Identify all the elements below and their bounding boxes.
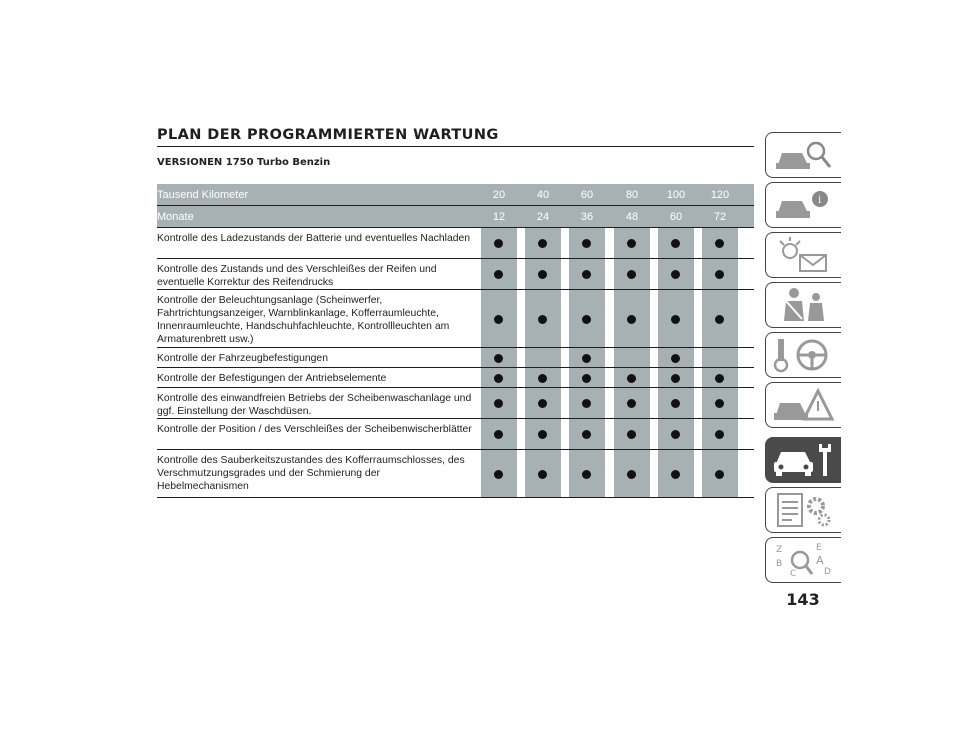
scheduled-dot-icon <box>582 239 591 248</box>
table-row <box>157 450 754 498</box>
table-row <box>157 290 754 348</box>
chapter-tab-seatbelt-airbag[interactable] <box>765 282 841 328</box>
table-header-row <box>157 206 754 228</box>
maintenance-cell <box>525 388 561 418</box>
scheduled-dot-icon <box>627 374 636 383</box>
maintenance-cell <box>614 290 650 347</box>
scheduled-dot-icon <box>582 270 591 279</box>
scheduled-dot-icon <box>671 354 680 363</box>
svg-text:i: i <box>818 195 822 206</box>
scheduled-dot-icon <box>715 239 724 248</box>
scheduled-dot-icon <box>538 315 547 324</box>
maintenance-cell <box>569 450 605 497</box>
scheduled-dot-icon <box>715 270 724 279</box>
scheduled-dot-icon <box>671 374 680 383</box>
header-interval-value: 72 <box>713 211 727 223</box>
maintenance-cell <box>569 419 605 449</box>
maintenance-task-label: Kontrolle des Sauberkeitszustandes des Kofferraumschlosses, des Verschmutzungsgrades und der Schmierung der Hebelmechanismen <box>157 455 465 492</box>
maintenance-cell <box>525 450 561 497</box>
scheduled-dot-icon <box>671 315 680 324</box>
maintenance-cell <box>614 450 650 497</box>
header-interval-value: 120 <box>710 189 730 201</box>
maintenance-cell <box>702 290 738 347</box>
maintenance-cell <box>658 228 694 258</box>
page-title: PLAN DER PROGRAMMIERTEN WARTUNG <box>157 127 499 143</box>
maintenance-cell <box>569 368 605 387</box>
scheduled-dot-icon <box>494 399 503 408</box>
table-row <box>157 228 754 259</box>
header-interval-value: 60 <box>669 211 683 223</box>
maintenance-cell <box>702 419 738 449</box>
maintenance-cell <box>702 259 738 289</box>
header-label: Monate <box>157 211 194 223</box>
maintenance-cell <box>702 228 738 258</box>
svg-text:A: A <box>816 554 824 567</box>
header-interval-value: 100 <box>666 189 686 201</box>
scheduled-dot-icon <box>538 470 547 479</box>
maintenance-task-label: Kontrolle der Befestigungen der Antriebselemente <box>157 373 387 384</box>
scheduled-dot-icon <box>538 430 547 439</box>
maintenance-cell <box>658 290 694 347</box>
maintenance-cell <box>658 419 694 449</box>
maintenance-cell <box>658 368 694 387</box>
maintenance-cell <box>658 450 694 497</box>
scheduled-dot-icon <box>538 270 547 279</box>
chapter-tab-car-wrench[interactable] <box>765 437 841 483</box>
scheduled-dot-icon <box>715 315 724 324</box>
maintenance-cell <box>481 450 517 497</box>
maintenance-cell <box>569 228 605 258</box>
scheduled-dot-icon <box>627 239 636 248</box>
version-subtitle: VERSIONEN 1750 Turbo Benzin <box>157 157 331 168</box>
header-interval-value: 48 <box>625 211 639 223</box>
maintenance-task-label: Kontrolle des Ladezustands der Batterie und eventuelles Nachladen <box>157 233 471 244</box>
interval-column-fill <box>525 348 561 367</box>
scheduled-dot-icon <box>627 399 636 408</box>
scheduled-dot-icon <box>582 430 591 439</box>
maintenance-schedule-table <box>157 184 754 498</box>
scheduled-dot-icon <box>538 399 547 408</box>
maintenance-cell <box>658 348 694 367</box>
scheduled-dot-icon <box>671 239 680 248</box>
interval-column-fill <box>702 348 738 367</box>
maintenance-cell <box>481 388 517 418</box>
scheduled-dot-icon <box>538 374 547 383</box>
maintenance-cell <box>702 450 738 497</box>
scheduled-dot-icon <box>582 315 591 324</box>
maintenance-task-label: Kontrolle des Zustands und des Verschleißes der Reifen und eventuelle Korrektur des Reifendrucks <box>157 264 437 288</box>
scheduled-dot-icon <box>671 430 680 439</box>
title-divider <box>157 146 754 147</box>
maintenance-task-label: Kontrolle des einwandfreien Betriebs der Scheibenwaschanlage und ggf. Einstellung der Waschdüsen. <box>157 393 472 417</box>
scheduled-dot-icon <box>627 315 636 324</box>
scheduled-dot-icon <box>627 470 636 479</box>
table-row <box>157 419 754 450</box>
table-row <box>157 368 754 388</box>
maintenance-task-label: Kontrolle der Position / des Verschleißes der Scheibenwischerblätter <box>157 424 472 435</box>
maintenance-cell <box>658 259 694 289</box>
scheduled-dot-icon <box>582 374 591 383</box>
maintenance-cell <box>481 290 517 347</box>
header-interval-value: 24 <box>536 211 550 223</box>
maintenance-cell <box>614 228 650 258</box>
chapter-tab-key-steering-wheel[interactable] <box>765 332 841 378</box>
header-interval-value: 20 <box>492 189 506 201</box>
maintenance-cell <box>614 388 650 418</box>
scheduled-dot-icon <box>494 239 503 248</box>
maintenance-cell <box>569 348 605 367</box>
svg-text:E: E <box>816 543 822 553</box>
maintenance-cell <box>614 368 650 387</box>
maintenance-cell <box>614 259 650 289</box>
svg-text:B: B <box>776 559 783 569</box>
maintenance-cell <box>481 259 517 289</box>
scheduled-dot-icon <box>715 470 724 479</box>
table-row <box>157 348 754 368</box>
table-row <box>157 259 754 290</box>
maintenance-cell <box>614 419 650 449</box>
maintenance-cell <box>525 368 561 387</box>
table-row <box>157 388 754 419</box>
scheduled-dot-icon <box>494 470 503 479</box>
scheduled-dot-icon <box>715 374 724 383</box>
maintenance-cell <box>481 419 517 449</box>
header-interval-value: 12 <box>492 211 506 223</box>
maintenance-cell <box>481 368 517 387</box>
maintenance-cell <box>525 419 561 449</box>
maintenance-task-label: Kontrolle der Beleuchtungsanlage (Scheinwerfer, Fahrtrichtungsanzeiger, Warnblinkanlage, Kofferraumleuchte, Innenraumleuchte, Handschuhfachleuchte, Kontrollleuchten am Armaturenbrett usw.) <box>157 295 450 345</box>
scheduled-dot-icon <box>494 430 503 439</box>
maintenance-cell <box>569 290 605 347</box>
scheduled-dot-icon <box>538 239 547 248</box>
maintenance-cell <box>569 259 605 289</box>
chapter-tab-car-info[interactable] <box>765 182 841 228</box>
scheduled-dot-icon <box>671 270 680 279</box>
svg-text:C: C <box>790 569 797 579</box>
header-interval-value: 80 <box>625 189 639 201</box>
chapter-tab-specs-gear[interactable] <box>765 487 841 533</box>
maintenance-cell <box>658 388 694 418</box>
chapter-tab-car-search[interactable] <box>765 132 841 178</box>
scheduled-dot-icon <box>627 270 636 279</box>
page-number: 143 <box>786 590 820 609</box>
maintenance-cell <box>481 348 517 367</box>
header-label: Tausend Kilometer <box>157 189 249 201</box>
scheduled-dot-icon <box>582 399 591 408</box>
header-interval-value: 40 <box>536 189 550 201</box>
svg-text:Z: Z <box>776 545 783 555</box>
scheduled-dot-icon <box>494 270 503 279</box>
scheduled-dot-icon <box>494 354 503 363</box>
table-header-row <box>157 184 754 206</box>
interval-column-fill <box>614 348 650 367</box>
scheduled-dot-icon <box>671 470 680 479</box>
maintenance-cell <box>525 228 561 258</box>
scheduled-dot-icon <box>582 354 591 363</box>
scheduled-dot-icon <box>715 430 724 439</box>
scheduled-dot-icon <box>494 315 503 324</box>
header-interval-value: 36 <box>580 211 594 223</box>
scheduled-dot-icon <box>715 399 724 408</box>
maintenance-cell <box>525 259 561 289</box>
chapter-tab-alphabetical-index[interactable] <box>765 537 841 583</box>
svg-text:D: D <box>824 567 831 577</box>
scheduled-dot-icon <box>582 470 591 479</box>
scheduled-dot-icon <box>671 399 680 408</box>
maintenance-cell <box>569 388 605 418</box>
maintenance-cell <box>702 388 738 418</box>
maintenance-cell <box>525 290 561 347</box>
scheduled-dot-icon <box>494 374 503 383</box>
maintenance-cell <box>481 228 517 258</box>
header-interval-value: 60 <box>580 189 594 201</box>
maintenance-task-label: Kontrolle der Fahrzeugbefestigungen <box>157 353 328 364</box>
chapter-tab-warning-light-message[interactable] <box>765 232 841 278</box>
maintenance-cell <box>702 368 738 387</box>
scheduled-dot-icon <box>627 430 636 439</box>
chapter-tab-car-warning-triangle[interactable] <box>765 382 841 428</box>
